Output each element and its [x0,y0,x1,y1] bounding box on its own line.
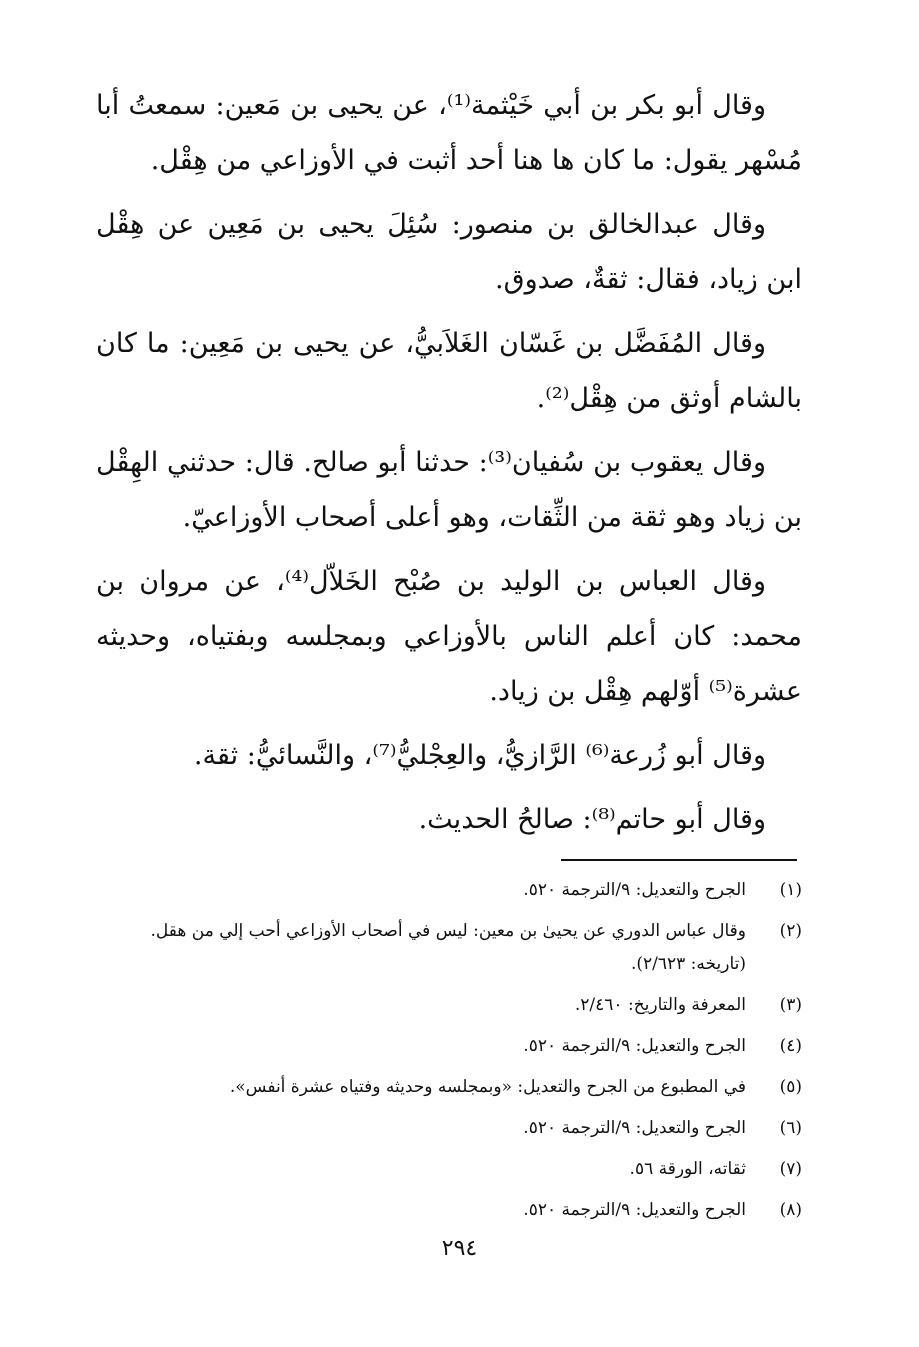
footnote-text: الجرح والتعديل: ٩/الترجمة ٥٢٠. [523,1118,746,1138]
paragraph-2: وقال عبدالخالق بن منصور: سُئِلَ يحيى بن مَعِين عن هِقْل ابن زياد، فقال: ثقةٌ، صدوق. [96,209,802,295]
footnote-5 [96,1071,802,1104]
footnotes [96,874,802,1235]
footnote-number: (٥) [779,1077,802,1097]
footnote-number: (٣) [779,995,802,1015]
footnote-number: (٨) [779,1200,802,1220]
footnote-separator [561,859,797,861]
footnote-text: الجرح والتعديل: ٩/الترجمة ٥٢٠. [523,880,746,900]
footnote-text: الجرح والتعديل: ٩/الترجمة ٥٢٠. [523,1200,746,1220]
footnote-number: (٦) [779,1118,802,1138]
footnote-1 [96,874,802,907]
footnote-text: المعرفة والتاريخ: ٢/٤٦٠. [574,995,746,1015]
footnote-text: وقال عباس الدوري عن يحيىٰ بن معين: ليس في أصحاب الأوزاعي أحب إلي من هقل. (تاريخه: ٢/٦٢٣). [150,921,746,974]
footnote-3 [96,989,802,1022]
footnote-text: الجرح والتعديل: ٩/الترجمة ٥٢٠. [523,1036,746,1056]
paragraph-7: وقال أبو حاتم⁽⁸⁾: صالحُ الحديث. [418,804,766,835]
footnote-number: (٤) [779,1036,802,1056]
footnote-number: (٧) [779,1159,802,1179]
paragraph-6: وقال أبو زُرعة⁽⁶⁾ الرَّازيُّ، والعِجْليُّ⁽⁷⁾، والنَّسائيُّ: ثقة. [193,740,766,771]
footnote-2 [96,915,802,981]
footnote-8 [96,1194,802,1227]
footnote-number: (١) [779,880,802,900]
footnote-number: (٢) [779,921,802,941]
footnote-text: في المطبوع من الجرح والتعديل: «وبمجلسه وحديثه وفتياه عشرة أنفس». [229,1077,746,1097]
paragraph-4: وقال يعقوب بن سُفيان⁽³⁾: حدثنا أبو صالح. قال: حدثني الهِقْل بن زياد وهو ثقة من الثِّقات، وهو أعلى أصحاب الأوزاعيّ. [96,447,802,533]
footnote-6 [96,1112,802,1145]
page-number: ٢٩٤ [441,1236,478,1261]
main-text [96,78,802,856]
footnote-7 [96,1153,802,1186]
footnote-4 [96,1030,802,1063]
paragraph-3: وقال المُفَضَّل بن غَسّان الغَلاَبيُّ، عن يحيى بن مَعِين: ما كان بالشام أوثق من هِقْل⁽²⁾. [96,328,802,414]
paragraph-5: وقال العباس بن الوليد بن صُبْح الخَلاّل⁽⁴⁾، عن مروان بن محمد: كان أعلم الناس بالأوزاعي وبمجلسه وبفتياه، وحديثه عشرة⁽⁵⁾ أوّلهم هِقْل بن زياد. [96,566,802,707]
footnote-text: ثقاته، الورقة ٥٦. [629,1159,746,1179]
paragraph-1: وقال أبو بكر بن أبي خَيْثمة⁽¹⁾، عن يحيى بن مَعين: سمعتُ أبا مُسْهر يقول: ما كان ها هنا أحد أثبت في الأوزاعي من هِقْل. [96,90,802,176]
